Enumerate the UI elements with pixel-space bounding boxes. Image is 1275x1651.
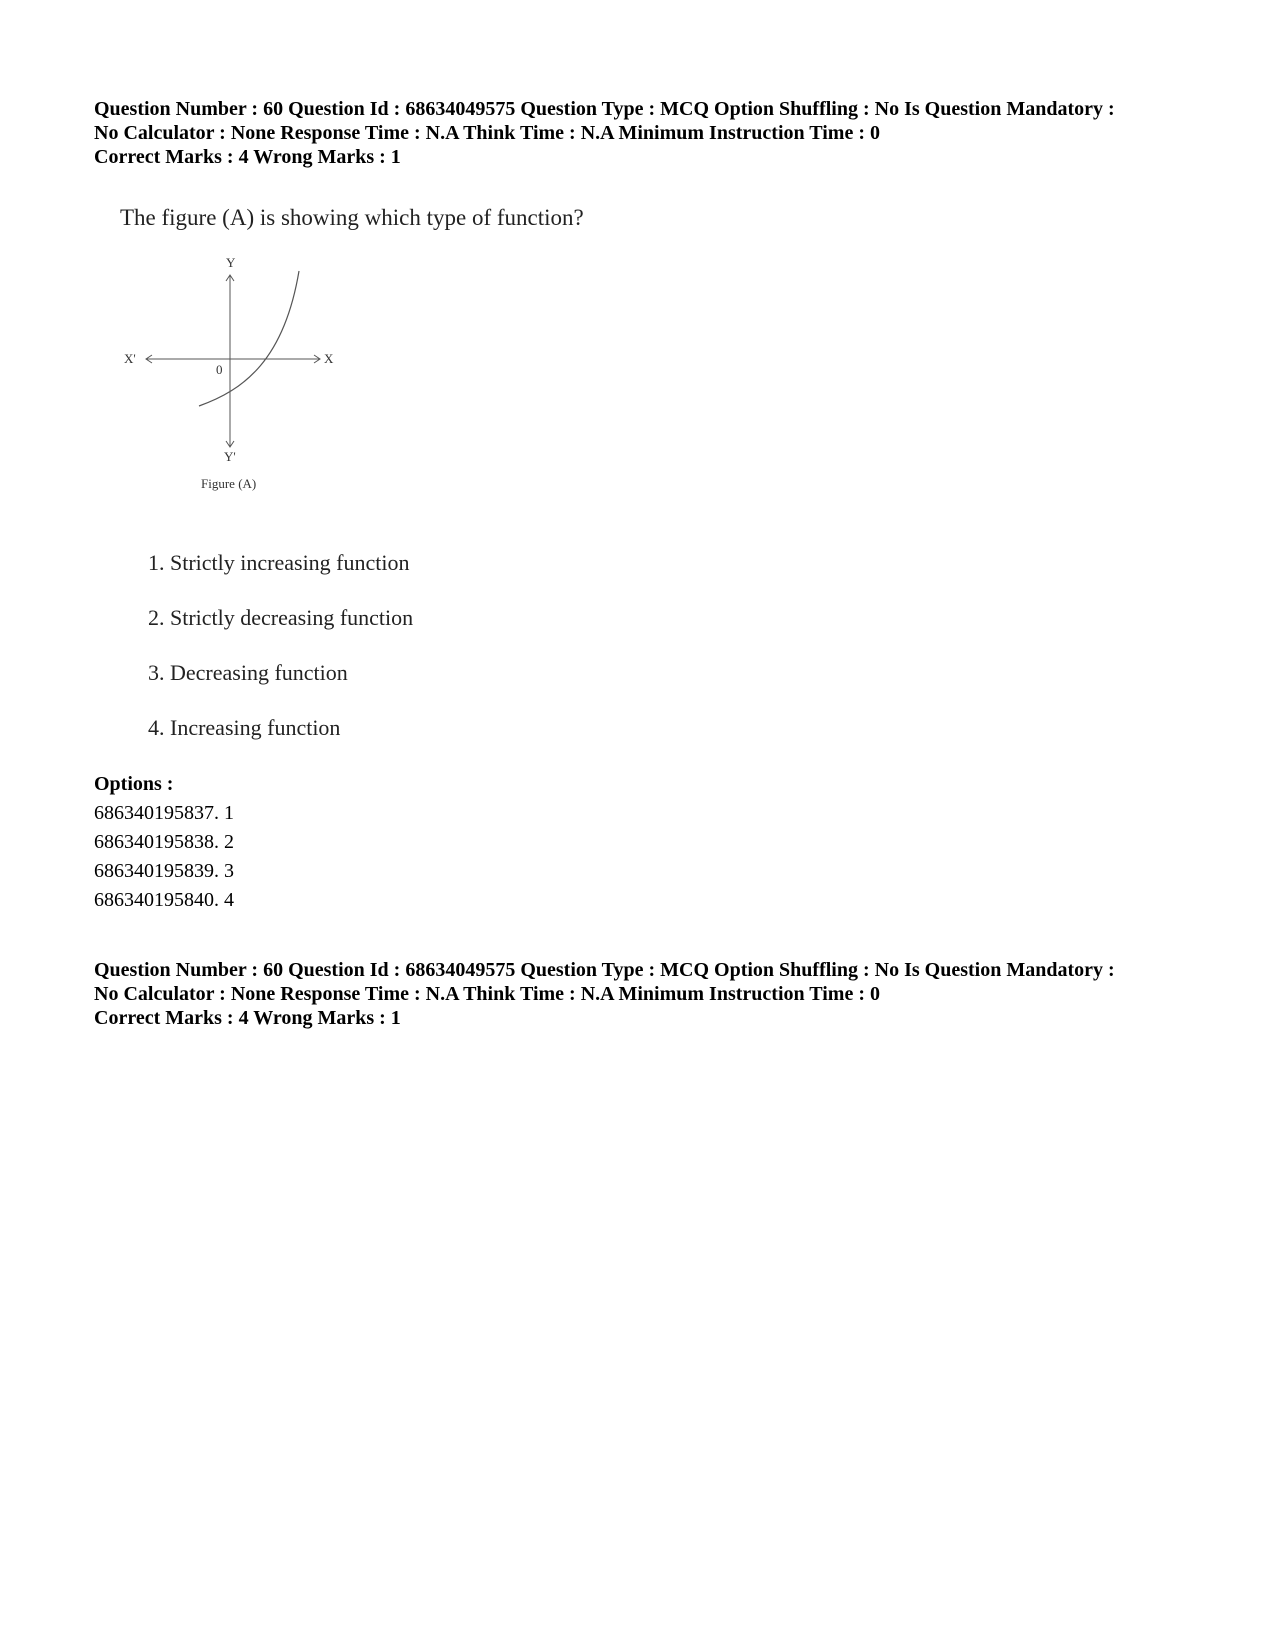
choice-item: 2. Strictly decreasing function — [148, 605, 414, 630]
choice-item: 1. Strictly increasing function — [148, 550, 410, 575]
figure-caption: Figure (A) — [201, 476, 257, 491]
question-header — [94, 97, 1204, 169]
option-item: 686340195837. 1 — [94, 802, 234, 824]
option-item: 686340195839. 3 — [94, 860, 234, 882]
question-text: The figure (A) is showing which type of function? — [120, 205, 584, 230]
option-item: 686340195838. 2 — [94, 831, 234, 853]
y-label: Y — [226, 255, 236, 270]
origin-label: 0 — [216, 362, 223, 377]
function-curve — [199, 271, 299, 406]
header-line-2: No Calculator : None Response Time : N.A Think Time : N.A Minimum Instruction Time : 0 — [94, 122, 880, 144]
options-section — [94, 770, 234, 915]
option-item: 686340195840. 4 — [94, 889, 234, 911]
choice-item: 4. Increasing function — [148, 715, 341, 740]
header-marks: Correct Marks : 4 Wrong Marks : 1 — [94, 146, 401, 168]
y-prime-label: Y' — [224, 449, 236, 464]
next-question-header — [94, 958, 1204, 1030]
choice-list — [148, 550, 413, 770]
choice-item: 3. Decreasing function — [148, 660, 348, 685]
question-body — [94, 195, 634, 755]
header-line-1: Question Number : 60 Question Id : 68634049575 Question Type : MCQ Option Shuffling : No Is Question Mandatory : — [94, 959, 1115, 981]
function-graph-figure — [124, 255, 364, 505]
header-line-1: Question Number : 60 Question Id : 68634049575 Question Type : MCQ Option Shuffling : No Is Question Mandatory : — [94, 98, 1115, 120]
header-line-2: No Calculator : None Response Time : N.A Think Time : N.A Minimum Instruction Time : 0 — [94, 983, 880, 1005]
x-prime-label: X' — [124, 351, 136, 366]
header-marks: Correct Marks : 4 Wrong Marks : 1 — [94, 1007, 401, 1029]
options-title: Options : — [94, 773, 174, 795]
x-label: X — [324, 351, 334, 366]
